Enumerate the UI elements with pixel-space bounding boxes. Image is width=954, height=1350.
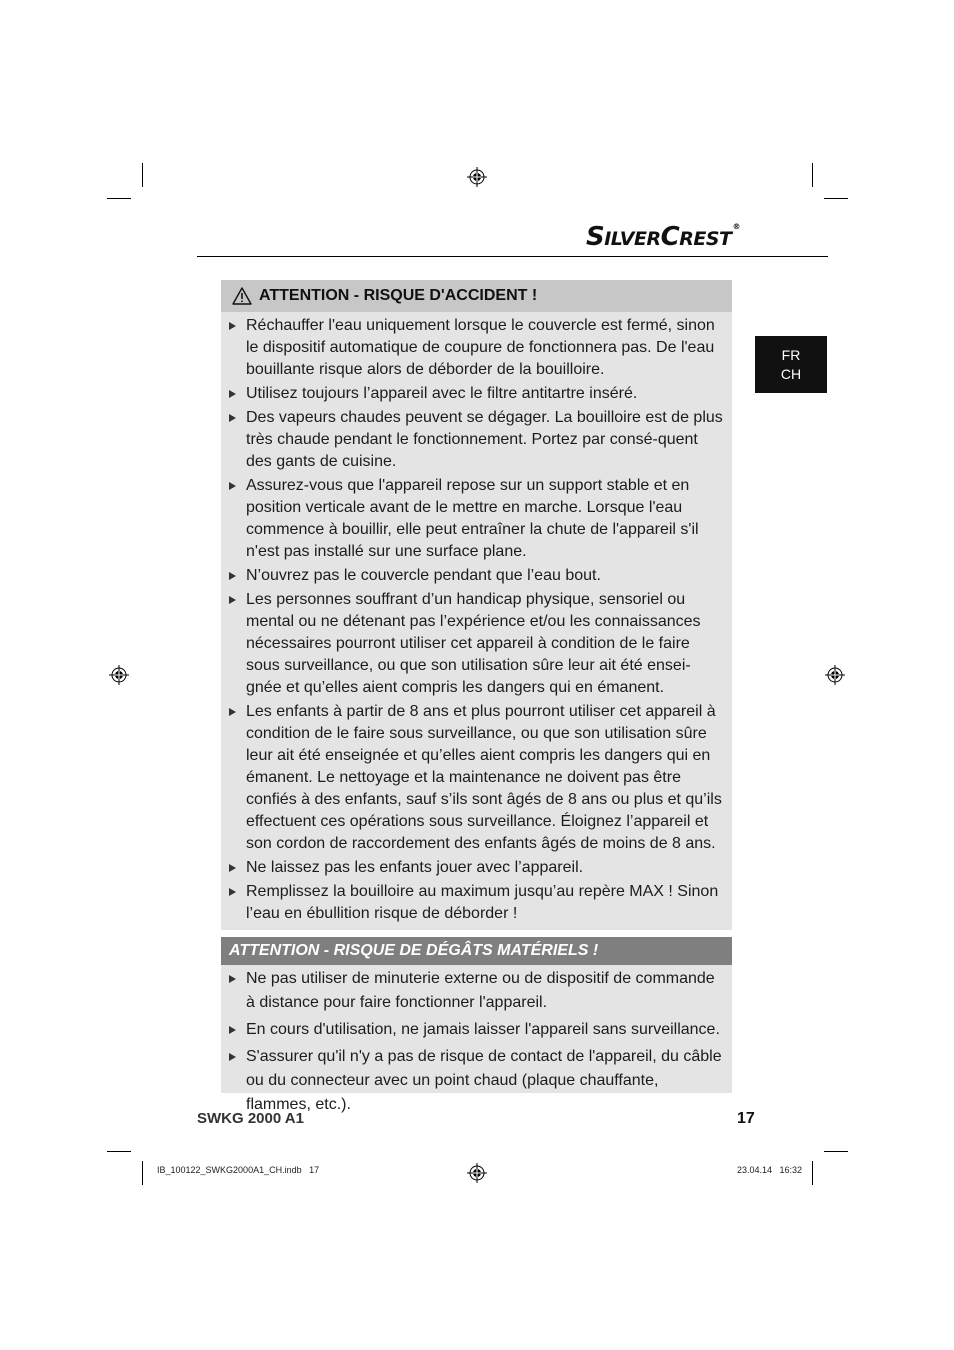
crop-mark: [824, 1151, 848, 1152]
warning-header: [221, 280, 732, 312]
country-code: CH: [780, 365, 802, 382]
list-item: [221, 701, 732, 855]
registration-mark-icon: [825, 665, 845, 685]
list-item-text: Ne pas utiliser de minuterie externe ou de dispositif de commande à distance pour faire fonctionner l'appareil.: [246, 970, 715, 1011]
bullet-arrow-icon: [229, 482, 236, 490]
list-item-text: Des vapeurs chaudes peuvent se dégager. La bouilloire est de plus très chaude pendant le fonctionnement. Portez par consé-quent des gants de cuisine.: [246, 409, 723, 470]
warning-box-accident: [221, 280, 732, 930]
header-rule: [197, 256, 828, 257]
bullet-arrow-icon: [229, 864, 236, 872]
bullet-arrow-icon: [229, 708, 236, 716]
crop-mark: [142, 163, 143, 187]
bullet-arrow-icon: [229, 888, 236, 896]
crop-mark: [824, 198, 848, 199]
registration-mark-icon: [467, 1163, 487, 1183]
list-item: [221, 857, 732, 879]
warning-list: [221, 315, 732, 927]
brand-logo-text: REST: [679, 228, 732, 250]
page-number: 17: [737, 1110, 755, 1127]
bullet-arrow-icon: [229, 975, 236, 983]
model-number: SWKG 2000 A1: [197, 1110, 304, 1127]
warning-title: ATTENTION - RISQUE D'ACCIDENT !: [259, 287, 538, 304]
list-item: [221, 1045, 732, 1117]
bullet-arrow-icon: [229, 1026, 236, 1034]
crop-mark: [812, 1161, 813, 1185]
print-slug-date: 23.04.14 16:32: [737, 1165, 803, 1175]
registration-mark-icon: [467, 167, 487, 187]
print-slug-file: IB_100122_SWKG2000A1_CH.indb 17: [157, 1165, 320, 1175]
crop-mark: [107, 1151, 131, 1152]
bullet-arrow-icon: [229, 390, 236, 398]
list-item: [221, 565, 732, 587]
warning-list: [221, 967, 732, 1120]
crop-mark: [142, 1161, 143, 1185]
bullet-arrow-icon: [229, 322, 236, 330]
list-item-text: Remplissez la bouilloire au maximum jusqu’au repère MAX ! Sinon l’eau en ébullition risque de déborder !: [246, 883, 719, 922]
list-item-text: Assurez-vous que l'appareil repose sur un support stable et en position verticale avant de le mettre en marche. Lorsque l'eau commence à bouillir, elle peut entraîner la chute de l'appareil s'il n'est pas installé sur une surface plane.: [246, 477, 699, 560]
bullet-arrow-icon: [229, 572, 236, 580]
list-item-text: S'assurer qu'il n'y a pas de risque de contact de l'appareil, du câble ou du connecteur avec un point chaud (plaque chauffante, flammes, etc.).: [246, 1048, 722, 1113]
list-item-text: En cours d'utilisation, ne jamais laisser l'appareil sans surveillance.: [246, 1021, 720, 1038]
warning-triangle-icon: [232, 287, 252, 305]
registered-mark: ®: [732, 222, 740, 231]
brand-logo-cap: C: [660, 222, 680, 252]
warning-box-material: [221, 937, 732, 1113]
list-item-text: Utilisez toujours l’appareil avec le filtre antitartre inséré.: [246, 385, 638, 402]
list-item: [221, 1018, 732, 1042]
list-item: [221, 589, 732, 699]
bullet-arrow-icon: [229, 414, 236, 422]
warning-header: [221, 937, 732, 965]
list-item: [221, 881, 732, 925]
crop-mark: [107, 198, 131, 199]
language-code: FR: [781, 346, 801, 363]
bullet-arrow-icon: [229, 596, 236, 604]
list-item: [221, 383, 732, 405]
list-item-text: Réchauffer l'eau uniquement lorsque le couvercle est fermé, sinon le dispositif automatique de coupure de fonctionnera pas. De l'eau bouillante risque alors de déborder de la bouilloire.: [246, 317, 715, 378]
registration-mark-icon: [109, 665, 129, 685]
list-item-text: Les personnes souffrant d’un handicap physique, sensoriel ou mental ou ne détenant pas l’expérience et/ou les connaissances nécessaires pourront utiliser cet appareil à condition de le faire sous surveillance, ou que son utilisation sûre leur ait été ensei-gnée et qu’elles aient compris les dangers qui en émanent.: [246, 591, 701, 696]
brand-logo-cap: S: [586, 222, 605, 252]
list-item: [221, 407, 732, 473]
brand-logo-text: ILVER: [604, 228, 661, 250]
brand-logo: [586, 222, 756, 252]
warning-title: ATTENTION - RISQUE DE DÉGÂTS MATÉRIELS !: [229, 942, 599, 959]
list-item: [221, 967, 732, 1015]
list-item-text: Les enfants à partir de 8 ans et plus pourront utiliser cet appareil à condition de le faire sous surveillance, ou que son utilisation sûre leur ait été enseignée et qu’elles aient compris les dangers qui en émanent. Le nettoyage et la maintenance ne doivent pas être confiés à des enfants, sauf s’ils sont âgés de 8 ans ou plus et qu’ils effectuent ces opérations sous surveillance. Éloignez l’appareil et son cordon de raccordement des enfants âgés de moins de 8 ans.: [246, 703, 722, 852]
bullet-arrow-icon: [229, 1053, 236, 1061]
list-item-text: Ne laissez pas les enfants jouer avec l’appareil.: [246, 859, 584, 876]
list-item: [221, 315, 732, 381]
language-tab: [755, 336, 827, 393]
list-item: [221, 475, 732, 563]
list-item-text: N’ouvrez pas le couvercle pendant que l’eau bout.: [246, 567, 601, 584]
crop-mark: [812, 163, 813, 187]
